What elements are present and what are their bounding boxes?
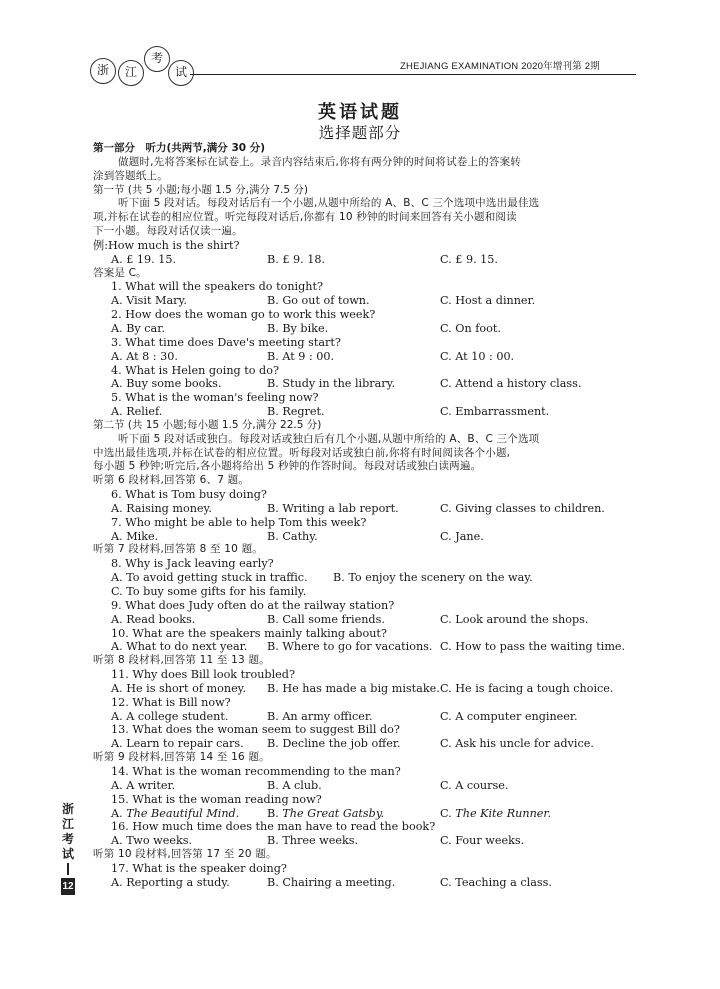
option-c: C. Teaching a class. [440, 875, 552, 889]
question: 11. Why does Bill look troubled? [111, 668, 295, 682]
question: 7. Who might be able to help Tom this week? [111, 515, 367, 529]
question: 6. What is Tom busy doing? [111, 488, 267, 502]
question: 16. How much time does the man have to read the book? [111, 820, 436, 834]
example-question: 例:How much is the shirt? [93, 238, 240, 252]
journal-header: ZHEJIANG EXAMINATION 2020年增刊第 2期 [400, 61, 600, 72]
option-b: B. Go out of town. [267, 294, 370, 308]
group-label: 听第 10 段材料,回答第 17 至 20 题。 [93, 848, 277, 861]
option-a: A. What to do next year. [111, 640, 248, 654]
question: 17. What is the speaker doing? [111, 861, 287, 875]
option-a: A. A writer. [111, 778, 176, 792]
option-c: C. Host a dinner. [440, 294, 536, 308]
instruction-line: 听下面 5 段对话。每段对话后有一个小题,从题中所给的 A、B、C 三个选项中选出最佳选 [118, 197, 540, 210]
instruction-line: 中选出最佳选项,并标在试卷的相应位置。听每段对话或独白前,你将有时间阅读各个小题, [93, 446, 511, 459]
option-a: A. At 8 : 30. [111, 349, 178, 363]
instruction-line: 每小题 5 秒钟;听完后,各小题将给出 5 秒钟的作答时间。每段对话或独白读两遍。 [93, 460, 482, 473]
option-b: B. Three weeks. [267, 834, 359, 848]
option-b: B. Regret. [267, 405, 325, 419]
option-a: A. Raising money. [111, 501, 212, 515]
options [93, 876, 638, 890]
option-a: A. He is short of money. [111, 681, 247, 695]
side-char: 考 [61, 832, 74, 846]
option-a: A. A college student. [111, 709, 229, 723]
side-char: 试 [61, 847, 74, 861]
options [93, 682, 638, 696]
options [93, 807, 638, 821]
logo-char: 江 [118, 60, 144, 86]
logo-char: 考 [144, 46, 170, 72]
example-options [93, 253, 638, 267]
side-char: 浙 [61, 802, 74, 816]
options [93, 405, 638, 419]
option-c: C. How to pass the waiting time. [440, 640, 626, 654]
instruction-line: 下一小题。每段对话仅读一遍。 [93, 225, 243, 238]
part-heading: 第一部分 听力(共两节,满分 30 分) [93, 142, 266, 154]
group-label: 听第 9 段材料,回答第 14 至 16 题。 [93, 751, 270, 764]
question: 2. How does the woman go to work this week? [111, 308, 376, 322]
question: 8. Why is Jack leaving early? [111, 557, 274, 571]
options [93, 737, 638, 751]
option-c: C. Giving classes to children. [440, 501, 605, 515]
option-a: A. To avoid getting stuck in traffic. [111, 571, 308, 585]
options [93, 377, 638, 391]
instruction-line: 听下面 5 段对话或独白。每段对话或独白后有几个小题,从题中所给的 A、B、C 三个选项 [118, 432, 540, 445]
journal-logo [88, 46, 198, 86]
options [93, 322, 638, 336]
question: 13. What does the woman seem to suggest Bill do? [111, 723, 400, 737]
group-label: 听第 7 段材料,回答第 8 至 10 题。 [93, 543, 263, 556]
option-c: C. A computer engineer. [440, 709, 578, 723]
question: 12. What is Bill now? [111, 695, 231, 709]
option-c: C. Four weeks. [440, 834, 525, 848]
option-c: C. He is facing a tough choice. [440, 681, 614, 695]
question: 15. What is the woman reading now? [111, 792, 322, 806]
option-c: C. Embarrassment. [440, 405, 550, 419]
instruction-line: 涂到答题纸上。 [93, 169, 168, 182]
question: 14. What is the woman recommending to the man? [111, 764, 401, 778]
options [93, 710, 638, 724]
option-b: B. Call some friends. [267, 612, 385, 626]
option-b: B. At 9 : 00. [267, 349, 335, 363]
option-a: A. £ 19. 15. [111, 252, 177, 266]
page-title: 英语试题 [318, 102, 402, 123]
option-b: B. Where to go for vacations. [267, 640, 433, 654]
option-a: A. Buy some books. [111, 377, 222, 391]
option-c: C. The Kite Runner. [440, 806, 552, 820]
instruction-line: 做题时,先将答案标在试卷上。录音内容结束后,你将有两分钟的时间将试卷上的答案转 [118, 155, 521, 168]
options [93, 613, 638, 627]
logo-char: 试 [168, 60, 194, 86]
question: 10. What are the speakers mainly talking about? [111, 626, 387, 640]
instruction-line: 项,并标在试卷的相应位置。听完每段对话后,你都有 10 秒钟的时间来回答有关小题和阅读 [93, 211, 517, 224]
question: 4. What is Helen going to do? [111, 363, 279, 377]
option-b: B. He has made a big mistake. [267, 681, 440, 695]
option-b: B. Decline the job offer. [267, 737, 401, 751]
option-c: C. Look around the shops. [440, 612, 589, 626]
option-a: A. The Beautiful Mind. [111, 806, 240, 820]
example-answer: 答案是 C。 [93, 266, 147, 279]
question: 5. What is the woman's feeling now? [111, 391, 319, 405]
options [93, 834, 638, 848]
option-c: C. At 10 : 00. [440, 349, 515, 363]
side-rule [67, 863, 69, 875]
option-b: B. Chairing a meeting. [267, 875, 396, 889]
option-a: A. Reporting a study. [111, 875, 230, 889]
exam-content [93, 142, 638, 890]
option-c: C. To buy some gifts for his family. [111, 585, 307, 598]
section-heading: 第一节 (共 5 小题;每小题 1.5 分,满分 7.5 分) [93, 183, 309, 196]
section-heading: 第二节 (共 15 小题;每小题 1.5 分,满分 22.5 分) [93, 418, 322, 431]
header-rule [190, 74, 636, 75]
options [93, 585, 638, 599]
option-c: C. Jane. [440, 529, 484, 543]
page-subtitle: 选择题部分 [318, 124, 402, 142]
option-c: C. On foot. [440, 321, 501, 335]
logo-char: 浙 [90, 58, 116, 84]
option-b: B. By bike. [267, 321, 329, 335]
options [93, 640, 638, 654]
options [93, 294, 638, 308]
page-number: 12 [61, 878, 75, 895]
option-b: B. The Great Gatsby. [267, 806, 385, 820]
option-a: A. Two weeks. [111, 834, 193, 848]
options [93, 779, 638, 793]
group-label: 听第 8 段材料,回答第 11 至 13 题。 [93, 654, 270, 667]
option-c: C. A course. [440, 778, 509, 792]
option-a: A. Learn to repair cars. [111, 737, 244, 751]
option-c: C. Ask his uncle for advice. [440, 737, 594, 751]
side-marker [58, 802, 78, 895]
option-b: B. Study in the library. [267, 377, 396, 391]
options [93, 571, 638, 585]
option-b: B. Writing a lab report. [267, 501, 399, 515]
option-a: A. Read books. [111, 612, 196, 626]
options [93, 530, 638, 544]
question: 9. What does Judy often do at the railway station? [111, 598, 395, 612]
option-a: A. Visit Mary. [111, 294, 187, 308]
option-a: A. Mike. [111, 529, 159, 543]
option-c: C. £ 9. 15. [440, 252, 498, 266]
question: 1. What will the speakers do tonight? [111, 280, 323, 294]
side-char: 江 [61, 817, 74, 831]
options [93, 502, 638, 516]
option-b: B. Cathy. [267, 529, 318, 543]
option-b: B. £ 9. 18. [267, 252, 326, 266]
option-a: A. Relief. [111, 405, 163, 419]
option-b: B. An army officer. [267, 709, 373, 723]
options [93, 350, 638, 364]
group-label: 听第 6 段材料,回答第 6、7 题。 [93, 474, 250, 487]
question: 3. What time does Dave's meeting start? [111, 335, 341, 349]
option-b: B. A club. [267, 778, 322, 792]
option-b: B. To enjoy the scenery on the way. [333, 571, 533, 585]
option-c: C. Attend a history class. [440, 377, 582, 391]
option-a: A. By car. [111, 321, 165, 335]
